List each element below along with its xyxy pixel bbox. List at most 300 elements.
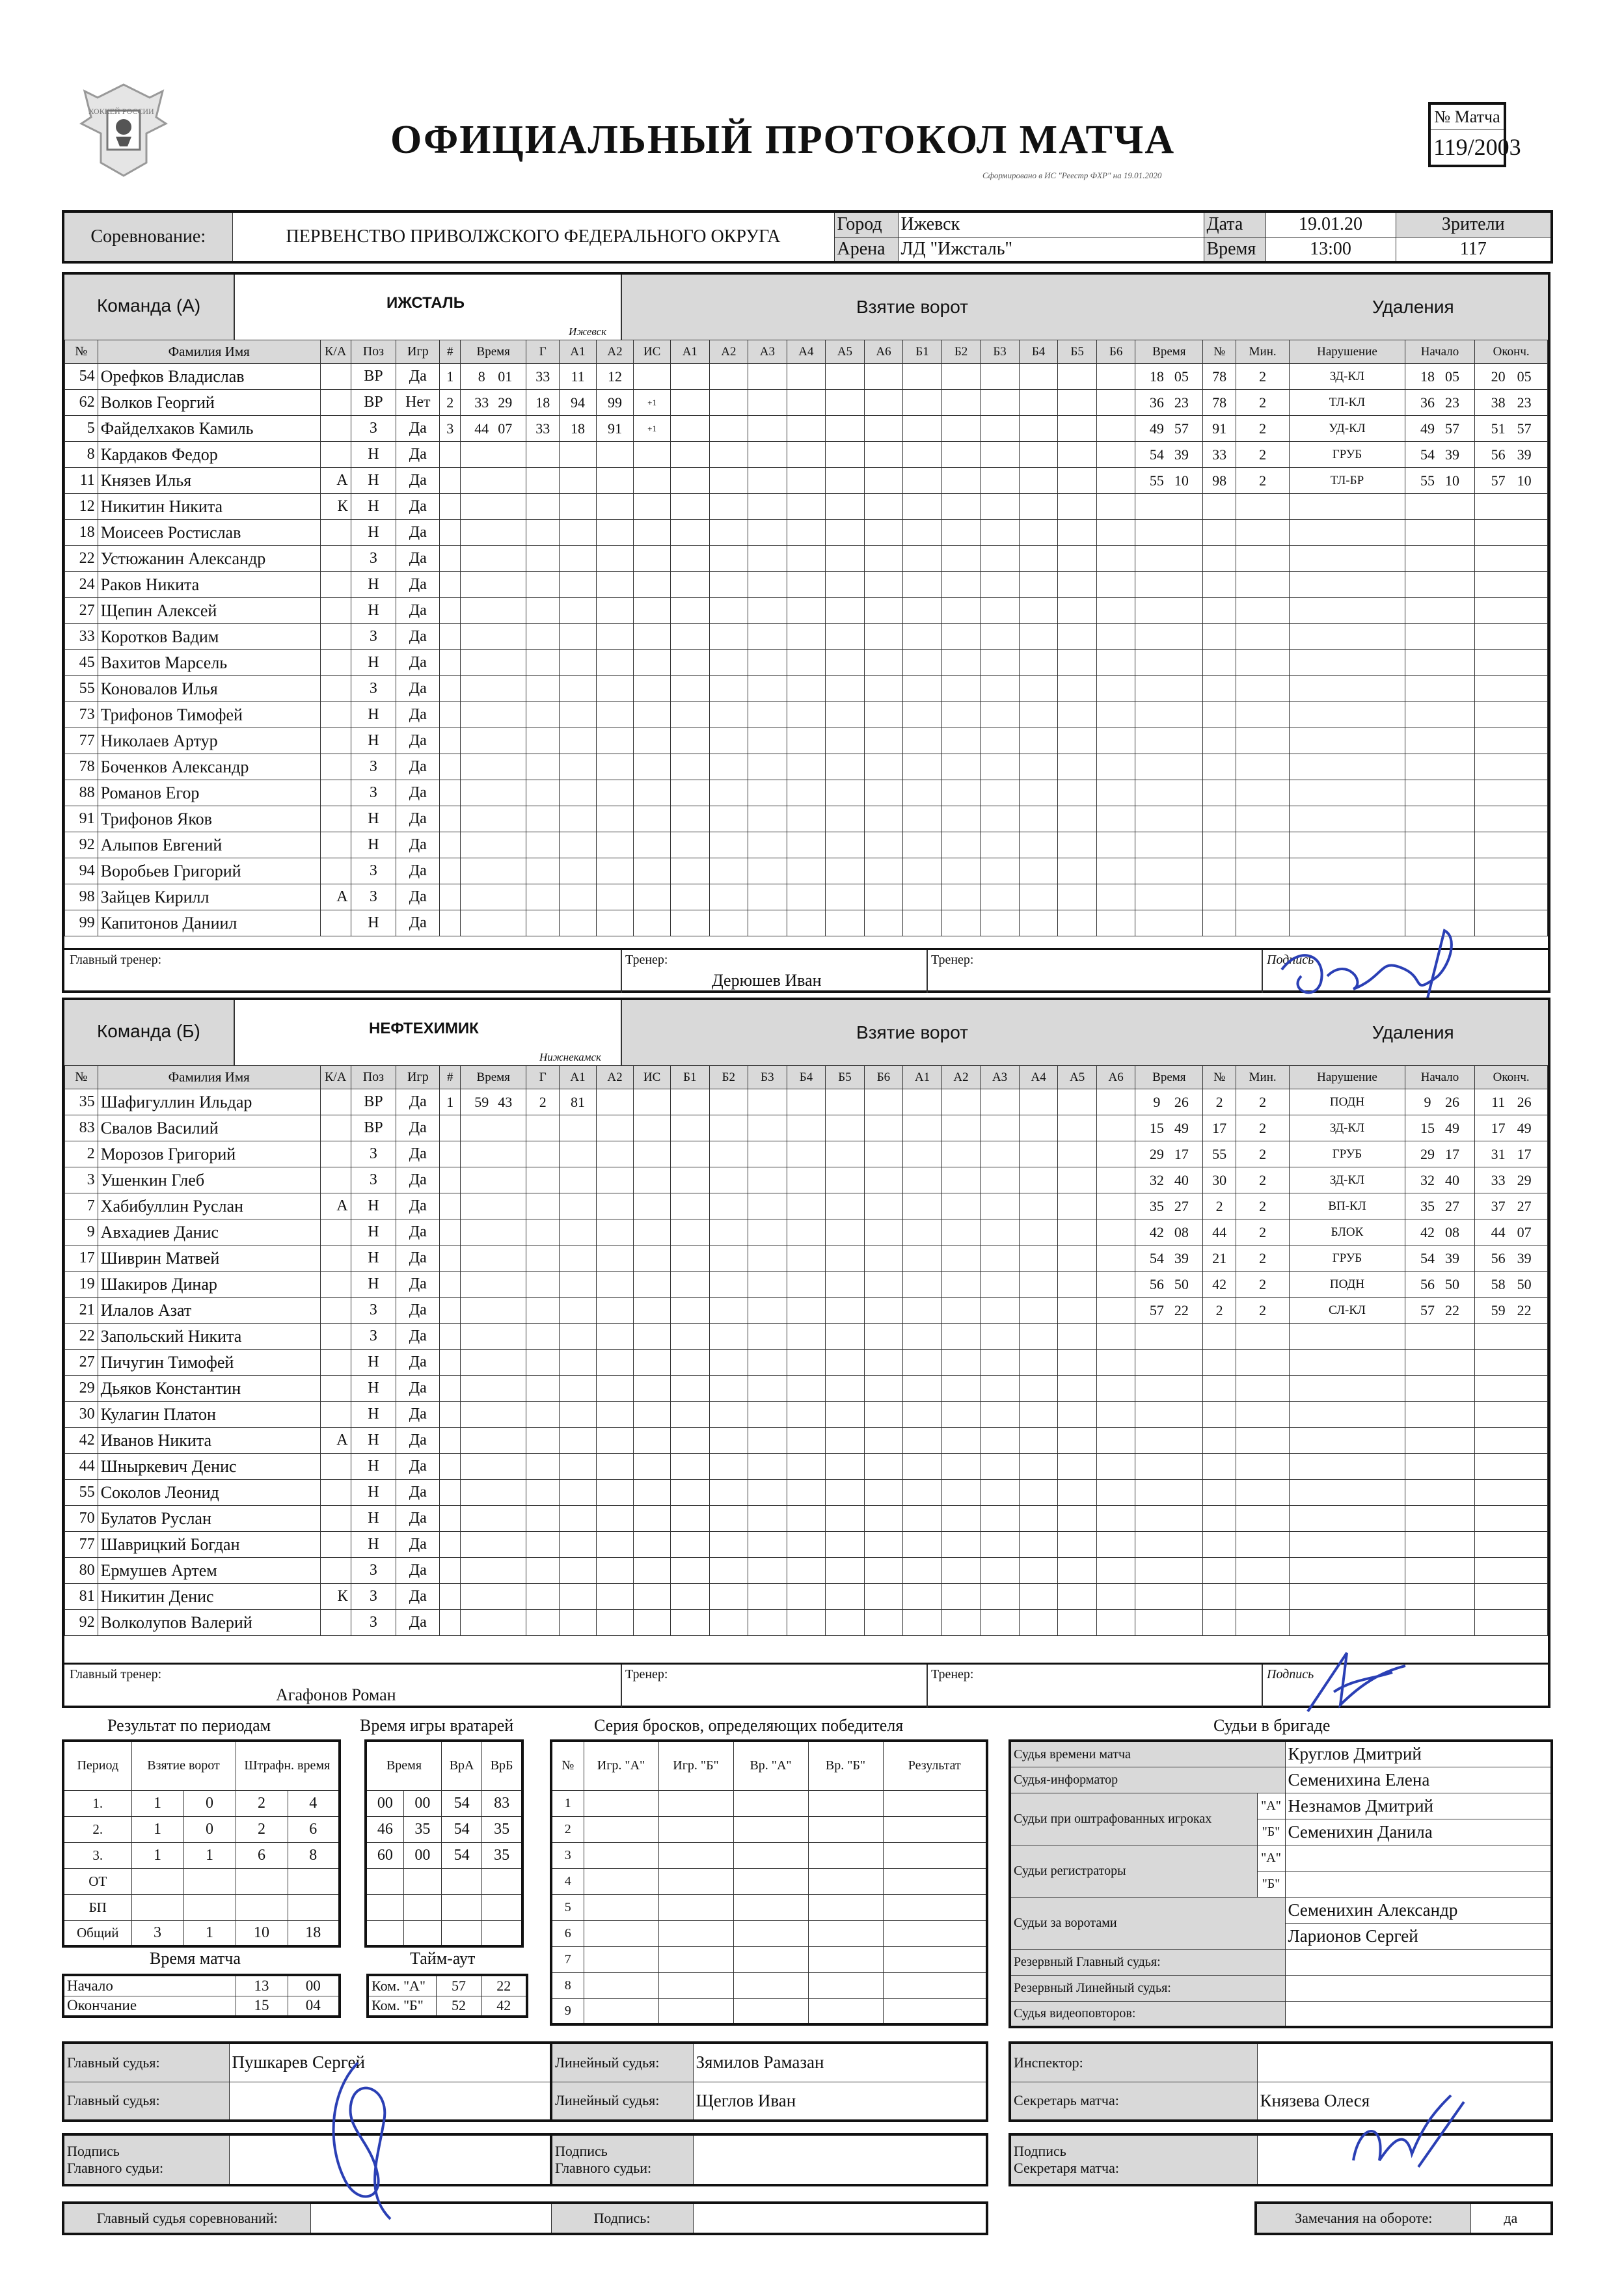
goal-cell: [903, 1167, 942, 1193]
referee-side: "А": [1257, 1793, 1285, 1819]
goal-cell: [748, 1193, 787, 1219]
goal-cell: [461, 1141, 526, 1167]
pen-min: 57: [1149, 1301, 1164, 1318]
period-value: 8: [288, 1842, 340, 1868]
goal-cell: [461, 910, 526, 936]
penalty-minutes: [1236, 858, 1289, 884]
goal-cell: [864, 676, 903, 702]
penalty-start: [1405, 416, 1475, 442]
shootout-header: Вр. "Б": [808, 1741, 883, 1790]
secretary-label: Секретарь матча:: [1010, 2082, 1257, 2121]
period-value: 3: [131, 1920, 183, 1946]
goal-cell: [941, 702, 981, 728]
goal-col-header: Б6: [1096, 340, 1135, 364]
goal-cell: [671, 1193, 710, 1219]
goal-cell: [440, 1558, 461, 1584]
player-position: Н: [351, 728, 396, 754]
goal-cell: [634, 1532, 671, 1558]
pen-sec: 22: [1174, 1301, 1189, 1318]
sign-main-ref-label: [63, 2134, 229, 2185]
goal-cell: [787, 546, 826, 572]
goal-cell: [864, 1376, 903, 1402]
pen-end-min: 44: [1491, 1223, 1506, 1240]
penalty-start: [1405, 1141, 1475, 1167]
player-captain-mark: [320, 910, 351, 936]
player-row: [65, 1454, 1548, 1480]
pen-sec: 26: [1174, 1093, 1189, 1110]
player-row: [65, 364, 1548, 390]
goal-cell: [597, 884, 634, 910]
goal-cell: [1019, 1245, 1058, 1272]
goal-cell: [440, 650, 461, 676]
goal-cell: [903, 1584, 942, 1610]
goal-cell: [526, 1219, 560, 1245]
goal-cell: [864, 1219, 903, 1245]
goal-cell: [941, 910, 981, 936]
secretary-signature: [1340, 2082, 1470, 2186]
col-header: №: [65, 340, 98, 364]
goal-cell: [787, 1141, 826, 1167]
page-title: ОФИЦИАЛЬНЫЙ ПРОТОКОЛ МАТЧА: [390, 118, 1176, 162]
pen-end-min: 11: [1491, 1093, 1506, 1110]
goal-cell: [560, 754, 597, 780]
goal-cell: [461, 780, 526, 806]
penalty-infraction: [1290, 520, 1405, 546]
goal-cell: [826, 1272, 865, 1298]
player-name: Пичугин Тимофей: [98, 1350, 320, 1376]
goal-cell: [787, 390, 826, 416]
shootout-row: [551, 1790, 987, 1816]
goal-cell: [826, 1428, 865, 1454]
goal-cell: [671, 1350, 710, 1376]
goal-cell: [560, 1350, 597, 1376]
goal-cell: [1019, 1610, 1058, 1636]
penalty-time: [1135, 1115, 1203, 1141]
goal-cell: [787, 1298, 826, 1324]
player-played: Да: [396, 702, 440, 728]
player-position: З: [351, 676, 396, 702]
goal-cell: [1019, 1167, 1058, 1193]
player-captain-mark: [320, 416, 351, 442]
penalty-minutes: 2: [1236, 364, 1289, 390]
penalty-start: [1405, 1272, 1475, 1298]
penalty-minutes: [1236, 650, 1289, 676]
penalty-minutes: [1236, 728, 1289, 754]
referee-row: [1010, 1767, 1552, 1793]
goal-cell: [709, 468, 748, 494]
player-position: Н: [351, 1245, 396, 1272]
goal-cell: [560, 858, 597, 884]
goal-cell: [461, 728, 526, 754]
goal-cell: [671, 1324, 710, 1350]
team-a-name: ИЖСТАЛЬ: [386, 294, 465, 312]
pen-sec: 05: [1174, 368, 1189, 385]
goal-cell: [903, 364, 942, 390]
goal-cell: [1096, 650, 1135, 676]
goal-cell: [748, 598, 787, 624]
pen-start-min: 55: [1420, 472, 1435, 489]
goalie-row: [366, 1790, 522, 1816]
goal-cell: [826, 1350, 865, 1376]
goal-cell: [597, 546, 634, 572]
pen-sec: 50: [1174, 1275, 1189, 1292]
goal-cell: [748, 624, 787, 650]
penalty-infraction: ГРУБ: [1290, 1141, 1405, 1167]
goal-cell: [440, 1610, 461, 1636]
goal-cell: [1058, 832, 1097, 858]
penalty-infraction: ТЛ-БР: [1290, 468, 1405, 494]
team-b-name: НЕФТЕХИМИК: [369, 1020, 479, 1037]
goal-cell: [787, 910, 826, 936]
penalty-col-header: Нарушение: [1290, 1066, 1405, 1089]
player-name: Запольский Никита: [98, 1324, 320, 1350]
shootout-cell: [658, 1972, 733, 1998]
team-b-goals-header: [621, 1000, 1264, 1065]
referee-side: "Б": [1257, 1819, 1285, 1845]
goal-cell: [597, 1298, 634, 1324]
player-name: Шакиров Динар: [98, 1272, 320, 1298]
referee-name: Семенихин Александр: [1285, 1897, 1552, 1923]
goal-cell: [461, 1272, 526, 1298]
spectators-label: Зрители: [1396, 211, 1552, 237]
penalty-minutes: [1236, 1610, 1289, 1636]
coach-label-1: Тренер:: [625, 953, 668, 967]
shootout-number: 3: [551, 1842, 584, 1868]
goal-cell: [1096, 416, 1135, 442]
goal-cell: [709, 572, 748, 598]
team-b-head-coach: Агафонов Роман: [276, 1685, 396, 1704]
penalty-player: [1203, 1428, 1236, 1454]
goal-cell: [597, 806, 634, 832]
goal-cell: [1096, 1402, 1135, 1428]
goal-cell: [634, 1584, 671, 1610]
goal-cell: [981, 780, 1020, 806]
shootout-cell: [584, 1998, 658, 2024]
penalty-end: [1475, 416, 1548, 442]
shootout-cell: [883, 1920, 987, 1946]
goal-cell: [903, 1506, 942, 1532]
goal-cell: [903, 546, 942, 572]
main-ref-label-1: Главный судья:: [63, 2043, 229, 2082]
match-info: [62, 210, 1553, 264]
goal-cell: [461, 1506, 526, 1532]
goal-col-header: Б3: [981, 340, 1020, 364]
signature-label-a: Подпись: [1267, 953, 1314, 967]
goal-cell: [1096, 858, 1135, 884]
penalty-end: [1475, 806, 1548, 832]
goal-cell: [634, 1454, 671, 1480]
goal-cell: [1019, 468, 1058, 494]
goal-cell: [826, 1610, 865, 1636]
goal-cell: [671, 780, 710, 806]
player-row: [65, 1324, 1548, 1350]
goal-cell: 18: [560, 416, 597, 442]
penalty-time: [1135, 546, 1203, 572]
arena-value: ЛД "Ижсталь": [898, 237, 1204, 262]
goal-cell: [826, 728, 865, 754]
signature-scribble-icon: [1295, 1614, 1425, 1724]
goal-cell: [597, 1454, 634, 1480]
penalty-minutes: [1236, 1584, 1289, 1610]
team-a-penalties-title: Удаления: [1372, 297, 1454, 317]
penalty-infraction: СЛ-КЛ: [1290, 1298, 1405, 1324]
goal-cell: [709, 624, 748, 650]
goal-col-header: А1: [671, 340, 710, 364]
goal-cell: [440, 1324, 461, 1350]
penalty-time: [1135, 390, 1203, 416]
shootout-cell: [584, 1972, 658, 1998]
penalty-time: [1135, 1558, 1203, 1584]
goal-cell: [903, 832, 942, 858]
goal-cell: [1019, 1402, 1058, 1428]
goal-cell: [787, 598, 826, 624]
player-name: Устюжанин Александр: [98, 546, 320, 572]
pen-start-min: 15: [1420, 1119, 1435, 1136]
pen-end-sec: 23: [1517, 394, 1532, 411]
goal-cell: [1019, 1115, 1058, 1141]
goal-cell: [560, 1454, 597, 1480]
shootout-cell: [808, 1920, 883, 1946]
player-name: Боченков Александр: [98, 754, 320, 780]
pen-start-min: 36: [1420, 394, 1435, 411]
goal-cell: [526, 1506, 560, 1532]
match-start-label: Начало: [63, 1975, 236, 1996]
penalty-col-header: №: [1203, 340, 1236, 364]
goal-cell: [440, 1141, 461, 1167]
team-a-coach-1: Дерюшев Иван: [712, 971, 822, 990]
goal-cell: [1096, 390, 1135, 416]
penalty-start: [1405, 1089, 1475, 1115]
player-played: Да: [396, 1454, 440, 1480]
referee-role: Судья-информатор: [1010, 1767, 1285, 1793]
penalty-infraction: [1290, 1324, 1405, 1350]
player-captain-mark: [320, 754, 351, 780]
goal-cell: [461, 1610, 526, 1636]
shootout-cell: [733, 1998, 808, 2024]
goal-cell: [440, 1245, 461, 1272]
goal-cell: [941, 1376, 981, 1402]
goal-cell: [597, 1219, 634, 1245]
player-number: 35: [65, 1089, 98, 1115]
player-played: Да: [396, 910, 440, 936]
col-header: К/А: [320, 340, 351, 364]
goal-cell: [671, 832, 710, 858]
goal-cell: 1: [440, 1089, 461, 1115]
player-number: 17: [65, 1245, 98, 1272]
goalie-value: 46: [366, 1816, 403, 1842]
player-name: Морозов Григорий: [98, 1141, 320, 1167]
goal-cell: [1096, 1584, 1135, 1610]
goal-cell: [941, 1402, 981, 1428]
col-header: Поз: [351, 340, 396, 364]
goal-sec: 29: [498, 394, 513, 411]
period-value: 10: [236, 1920, 288, 1946]
goal-cell: [1019, 702, 1058, 728]
player-number: 11: [65, 468, 98, 494]
goal-cell: [826, 494, 865, 520]
pen-start-sec: 26: [1444, 1093, 1459, 1110]
penalty-time: [1135, 676, 1203, 702]
goal-cell: [864, 494, 903, 520]
player-name: Свалов Василий: [98, 1115, 320, 1141]
goal-cell: [826, 390, 865, 416]
penalty-infraction: [1290, 1558, 1405, 1584]
penalty-player: 2: [1203, 1089, 1236, 1115]
goal-cell: [787, 1506, 826, 1532]
timeout-a-mm: 57: [436, 1975, 481, 1996]
goal-cell: [787, 1454, 826, 1480]
player-number: 27: [65, 598, 98, 624]
goal-cell: [461, 806, 526, 832]
penalty-end: [1475, 1532, 1548, 1558]
main-ref-signature: [306, 2050, 423, 2232]
penalty-minutes: [1236, 1506, 1289, 1532]
goal-cell: [1058, 1324, 1097, 1350]
goal-cell: [864, 1428, 903, 1454]
goal-cell: [597, 1089, 634, 1115]
referee-row: [1010, 1897, 1552, 1923]
goal-cell: [787, 624, 826, 650]
goal-cell: [903, 598, 942, 624]
player-captain-mark: [320, 1402, 351, 1428]
goal-cell: [461, 1245, 526, 1272]
coach-label-b1: Тренер:: [625, 1667, 668, 1681]
goal-cell: [440, 572, 461, 598]
goal-cell: [526, 1245, 560, 1272]
goal-cell: [981, 520, 1020, 546]
penalty-infraction: [1290, 1480, 1405, 1506]
goal-cell: [787, 1532, 826, 1558]
goal-cell: [981, 1193, 1020, 1219]
goal-cell: [560, 1402, 597, 1428]
goal-cell: [1019, 1089, 1058, 1115]
goal-cell: [526, 910, 560, 936]
goal-cell: [981, 546, 1020, 572]
penalty-start: [1405, 1454, 1475, 1480]
goal-cell: [941, 1141, 981, 1167]
goal-cell: [597, 1402, 634, 1428]
penalty-time: [1135, 598, 1203, 624]
goal-cell: [634, 1350, 671, 1376]
player-position: З: [351, 1298, 396, 1324]
penalty-end: [1475, 1350, 1548, 1376]
sign-label-bottom-2: Главного судьи:: [555, 2160, 652, 2176]
goal-cell: [826, 1167, 865, 1193]
goalie-value: [482, 1920, 522, 1946]
goal-cell: [864, 1298, 903, 1324]
player-position: Н: [351, 494, 396, 520]
goal-cell: [461, 546, 526, 572]
penalty-time: [1135, 1193, 1203, 1219]
goal-cell: [597, 832, 634, 858]
main-ref-label-2: Главный судья:: [63, 2082, 229, 2121]
referee-row: [1010, 1793, 1552, 1819]
pen-end-sec: 10: [1517, 472, 1532, 489]
period-value: 1: [131, 1816, 183, 1842]
goal-cell: [748, 806, 787, 832]
goal-cell: [634, 1558, 671, 1584]
goal-cell: [560, 1298, 597, 1324]
pen-end-sec: 27: [1517, 1197, 1532, 1214]
penalty-col-header: Нарушение: [1290, 340, 1405, 364]
penalty-player: 33: [1203, 442, 1236, 468]
sign-label: Подпись:: [551, 2203, 693, 2234]
goalie-row: [366, 1920, 522, 1946]
player-name: Иванов Никита: [98, 1428, 320, 1454]
penalty-minutes: 2: [1236, 1298, 1289, 1324]
goal-cell: [981, 702, 1020, 728]
goal-cell: [941, 1245, 981, 1272]
player-number: 88: [65, 780, 98, 806]
goal-cell: [903, 1350, 942, 1376]
goal-cell: [903, 858, 942, 884]
goal-col-header: ИС: [634, 1066, 671, 1089]
goal-cell: [903, 910, 942, 936]
penalty-player: [1203, 494, 1236, 520]
player-number: 44: [65, 1454, 98, 1480]
penalty-player: [1203, 728, 1236, 754]
player-row: [65, 676, 1548, 702]
goal-cell: [981, 624, 1020, 650]
timeout-b-mm: 52: [436, 1996, 481, 2017]
goal-cell: [1058, 650, 1097, 676]
penalty-infraction: [1290, 702, 1405, 728]
teamA-grid: [64, 340, 1548, 936]
goal-cell: [903, 1480, 942, 1506]
player-name: Соколов Леонид: [98, 1480, 320, 1506]
penalty-infraction: [1290, 1532, 1405, 1558]
goal-cell: [941, 1454, 981, 1480]
goal-cell: [981, 1584, 1020, 1610]
time-label: Время: [1204, 237, 1265, 262]
shootout-cell: [808, 1946, 883, 1972]
referee-row: [1010, 1741, 1552, 1767]
player-name: Алыпов Евгений: [98, 832, 320, 858]
goal-cell: [1019, 858, 1058, 884]
player-captain-mark: [320, 390, 351, 416]
shootout-number: 7: [551, 1946, 584, 1972]
shootout-cell: [883, 1790, 987, 1816]
goal-cell: [1019, 1298, 1058, 1324]
player-captain-mark: [320, 1324, 351, 1350]
pen-end-min: 20: [1491, 368, 1506, 385]
goal-cell: [440, 754, 461, 780]
goal-cell: [526, 1141, 560, 1167]
goal-cell: [981, 910, 1020, 936]
penalty-end: [1475, 1219, 1548, 1245]
player-number: 55: [65, 1480, 98, 1506]
goal-cell: [560, 1245, 597, 1272]
goal-cell: [1019, 676, 1058, 702]
player-row: [65, 780, 1548, 806]
goal-cell: [634, 572, 671, 598]
player-number: 24: [65, 572, 98, 598]
penalty-player: [1203, 1584, 1236, 1610]
goal-cell: [597, 1350, 634, 1376]
goalie-value: 35: [482, 1842, 522, 1868]
goal-cell: [981, 572, 1020, 598]
pen-end-sec: 07: [1517, 1223, 1532, 1240]
goalie-b-header: ВрБ: [482, 1741, 522, 1790]
penalty-end: [1475, 390, 1548, 416]
competition-ref-label: Главный судья соревнований:: [63, 2203, 310, 2234]
shootout-cell: [658, 1920, 733, 1946]
referee-row: [1010, 2001, 1552, 2027]
goal-cell: [634, 624, 671, 650]
penalty-time: [1135, 1298, 1203, 1324]
period-value: [131, 1894, 183, 1920]
goal-cell: [560, 468, 597, 494]
